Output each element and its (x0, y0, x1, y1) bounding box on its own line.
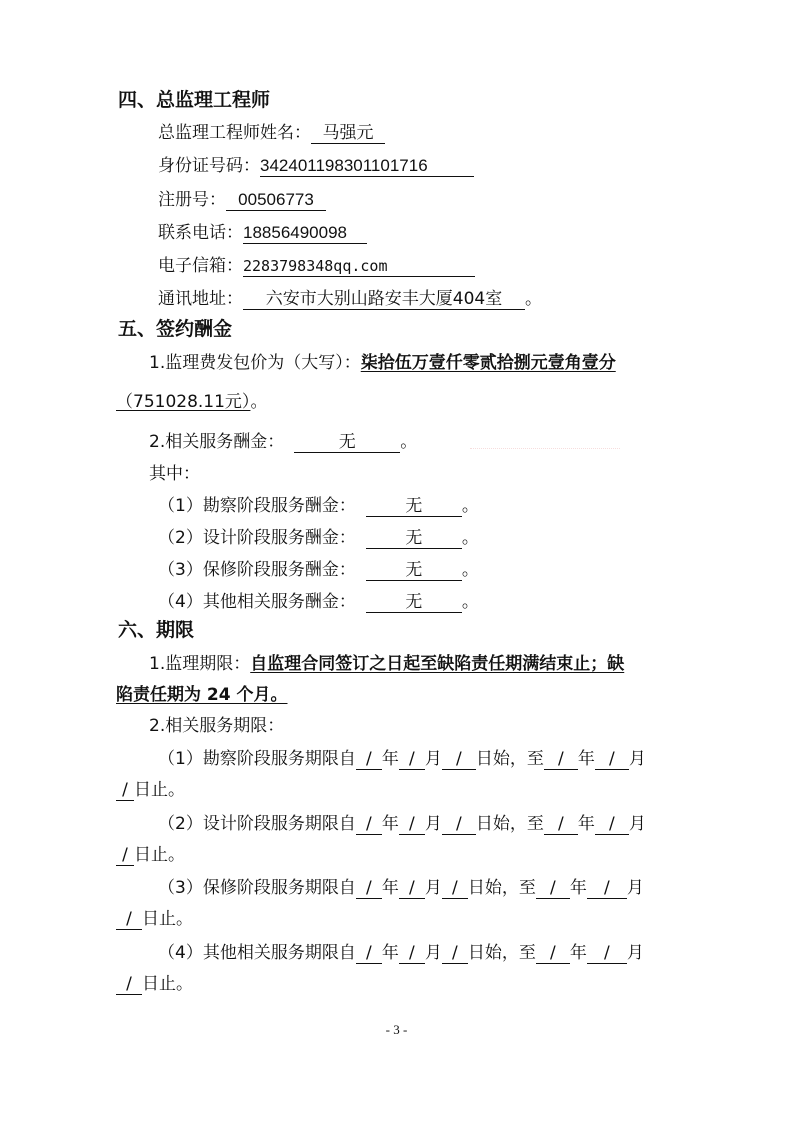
fee-item-end: 。 (461, 592, 479, 612)
among-label: 其中： (149, 464, 200, 484)
period-3-end-row (116, 907, 193, 931)
related-term-label: 2.相关服务期限： (149, 716, 285, 736)
related-fee-value: 无 (294, 432, 400, 453)
year-word: 年 (569, 943, 587, 963)
blank: / (536, 943, 570, 964)
page-number: - 3 - (385, 1022, 408, 1037)
fee-item-end: 。 (461, 496, 479, 516)
phone-label: 联系电话： (158, 223, 243, 243)
section-4-heading: 四、总监理工程师 (118, 89, 271, 111)
section-5-heading: 五、签约酬金 (118, 318, 233, 340)
period-1-row (158, 747, 646, 771)
id-number-row (158, 154, 474, 178)
year-word: 年 (569, 878, 587, 898)
fee-end: 。 (250, 392, 268, 412)
period-2-end-row (116, 843, 185, 867)
bleed-through-mark (470, 448, 620, 519)
blank: / (544, 749, 578, 770)
day-start-word: 日始，至 (467, 878, 536, 898)
blank: / (399, 878, 425, 899)
name-label: 总监理工程师姓名： (158, 123, 311, 143)
blank: / (356, 878, 382, 899)
blank: / (587, 943, 627, 964)
day-start-word: 日始，至 (475, 749, 544, 769)
blank: / (356, 749, 382, 770)
related-fee-row (149, 430, 417, 454)
term-row-2 (116, 683, 288, 707)
chief-engineer-name-row (158, 121, 385, 145)
term-value-1: 自监理合同签订之日起至缺陷责任期满结束止；缺 (250, 654, 625, 674)
id-value: 342401198301101716 (260, 156, 474, 177)
year-word: 年 (381, 943, 399, 963)
blank: / (116, 780, 134, 801)
email-row (158, 254, 475, 278)
year-word: 年 (381, 814, 399, 834)
section-6-heading: 六、期限 (118, 619, 195, 641)
year-word: 年 (577, 814, 595, 834)
fee-row (149, 351, 616, 375)
fee-item-1 (158, 494, 479, 518)
reg-value: 00506773 (226, 190, 326, 211)
blank: / (442, 878, 468, 899)
fee-value: 柒拾伍万壹仟零贰拾捌元壹角壹分 (360, 353, 616, 373)
fee-item-label: （4）其他相关服务酬金： (158, 592, 356, 612)
fee-item-value: 无 (366, 560, 462, 581)
period-3-row (158, 876, 644, 900)
period-1-end-row (116, 778, 185, 802)
fee-item-label: （2）设计阶段服务酬金： (158, 528, 356, 548)
fee-item-value: 无 (366, 528, 462, 549)
fee-item-value: 无 (366, 592, 462, 613)
blank: / (587, 878, 627, 899)
day-start-word: 日始，至 (475, 814, 544, 834)
addr-end: 。 (525, 289, 542, 309)
month-word: 月 (626, 878, 644, 898)
addr-value: 六安市大别山路安丰大厦404室 (243, 289, 525, 310)
end-word: 日止。 (142, 909, 193, 929)
fee-label: 1.监理费发包价为（大写）： (149, 353, 361, 373)
period-4-row (158, 941, 644, 965)
blank: / (442, 749, 476, 770)
month-word: 月 (628, 814, 646, 834)
fee-item-label: （3）保修阶段服务酬金： (158, 560, 356, 580)
blank: / (116, 845, 134, 866)
month-word: 月 (424, 814, 442, 834)
blank: / (595, 814, 629, 835)
related-fee-label: 2.相关服务酬金： (149, 432, 285, 452)
blank: / (356, 814, 382, 835)
year-word: 年 (577, 749, 595, 769)
fee-item-4 (158, 590, 479, 614)
term-label: 1.监理期限： (149, 654, 251, 674)
period-label: （4）其他相关服务期限自 (158, 943, 356, 963)
id-label: 身份证号码： (158, 156, 260, 176)
period-label: （3）保修阶段服务期限自 (158, 878, 356, 898)
term-row-1 (149, 652, 624, 676)
blank: / (116, 974, 142, 995)
reg-label: 注册号： (158, 190, 226, 210)
addr-label: 通讯地址： (158, 289, 243, 309)
fee-numeric-row (116, 390, 267, 414)
registration-row (158, 188, 326, 212)
period-2-row (158, 812, 646, 836)
blank: / (399, 814, 425, 835)
fee-item-value: 无 (366, 496, 462, 517)
related-fee-end: 。 (400, 432, 418, 452)
blank: / (399, 749, 425, 770)
end-word: 日止。 (134, 780, 185, 800)
fee-item-label: （1）勘察阶段服务酬金： (158, 496, 356, 516)
period-label: （1）勘察阶段服务期限自 (158, 749, 356, 769)
year-word: 年 (381, 878, 399, 898)
phone-row (158, 221, 367, 245)
fee-item-end: 。 (461, 528, 479, 548)
blank: / (442, 943, 468, 964)
end-word: 日止。 (134, 845, 185, 865)
fee-item-2 (158, 526, 479, 550)
term-value-2: 陷责任期为 24 个月。 (116, 685, 288, 705)
phone-value: 18856490098 (243, 223, 367, 244)
address-row (158, 287, 542, 311)
period-4-end-row (116, 972, 193, 996)
month-word: 月 (424, 749, 442, 769)
month-word: 月 (628, 749, 646, 769)
fee-item-3 (158, 558, 479, 582)
email-label: 电子信箱： (158, 256, 243, 276)
month-word: 月 (424, 878, 442, 898)
fee-item-end: 。 (461, 560, 479, 580)
blank: / (356, 943, 382, 964)
blank: / (442, 814, 476, 835)
fee-numeric: （751028.11元） (116, 392, 251, 412)
year-word: 年 (381, 749, 399, 769)
day-start-word: 日始，至 (467, 943, 536, 963)
blank: / (536, 878, 570, 899)
name-value: 马强元 (311, 123, 385, 144)
blank: / (544, 814, 578, 835)
month-word: 月 (626, 943, 644, 963)
end-word: 日止。 (142, 974, 193, 994)
blank: / (399, 943, 425, 964)
blank: / (595, 749, 629, 770)
email-value: 2283798348qq.com (243, 256, 475, 277)
blank: / (116, 909, 142, 930)
month-word: 月 (424, 943, 442, 963)
period-label: （2）设计阶段服务期限自 (158, 814, 356, 834)
